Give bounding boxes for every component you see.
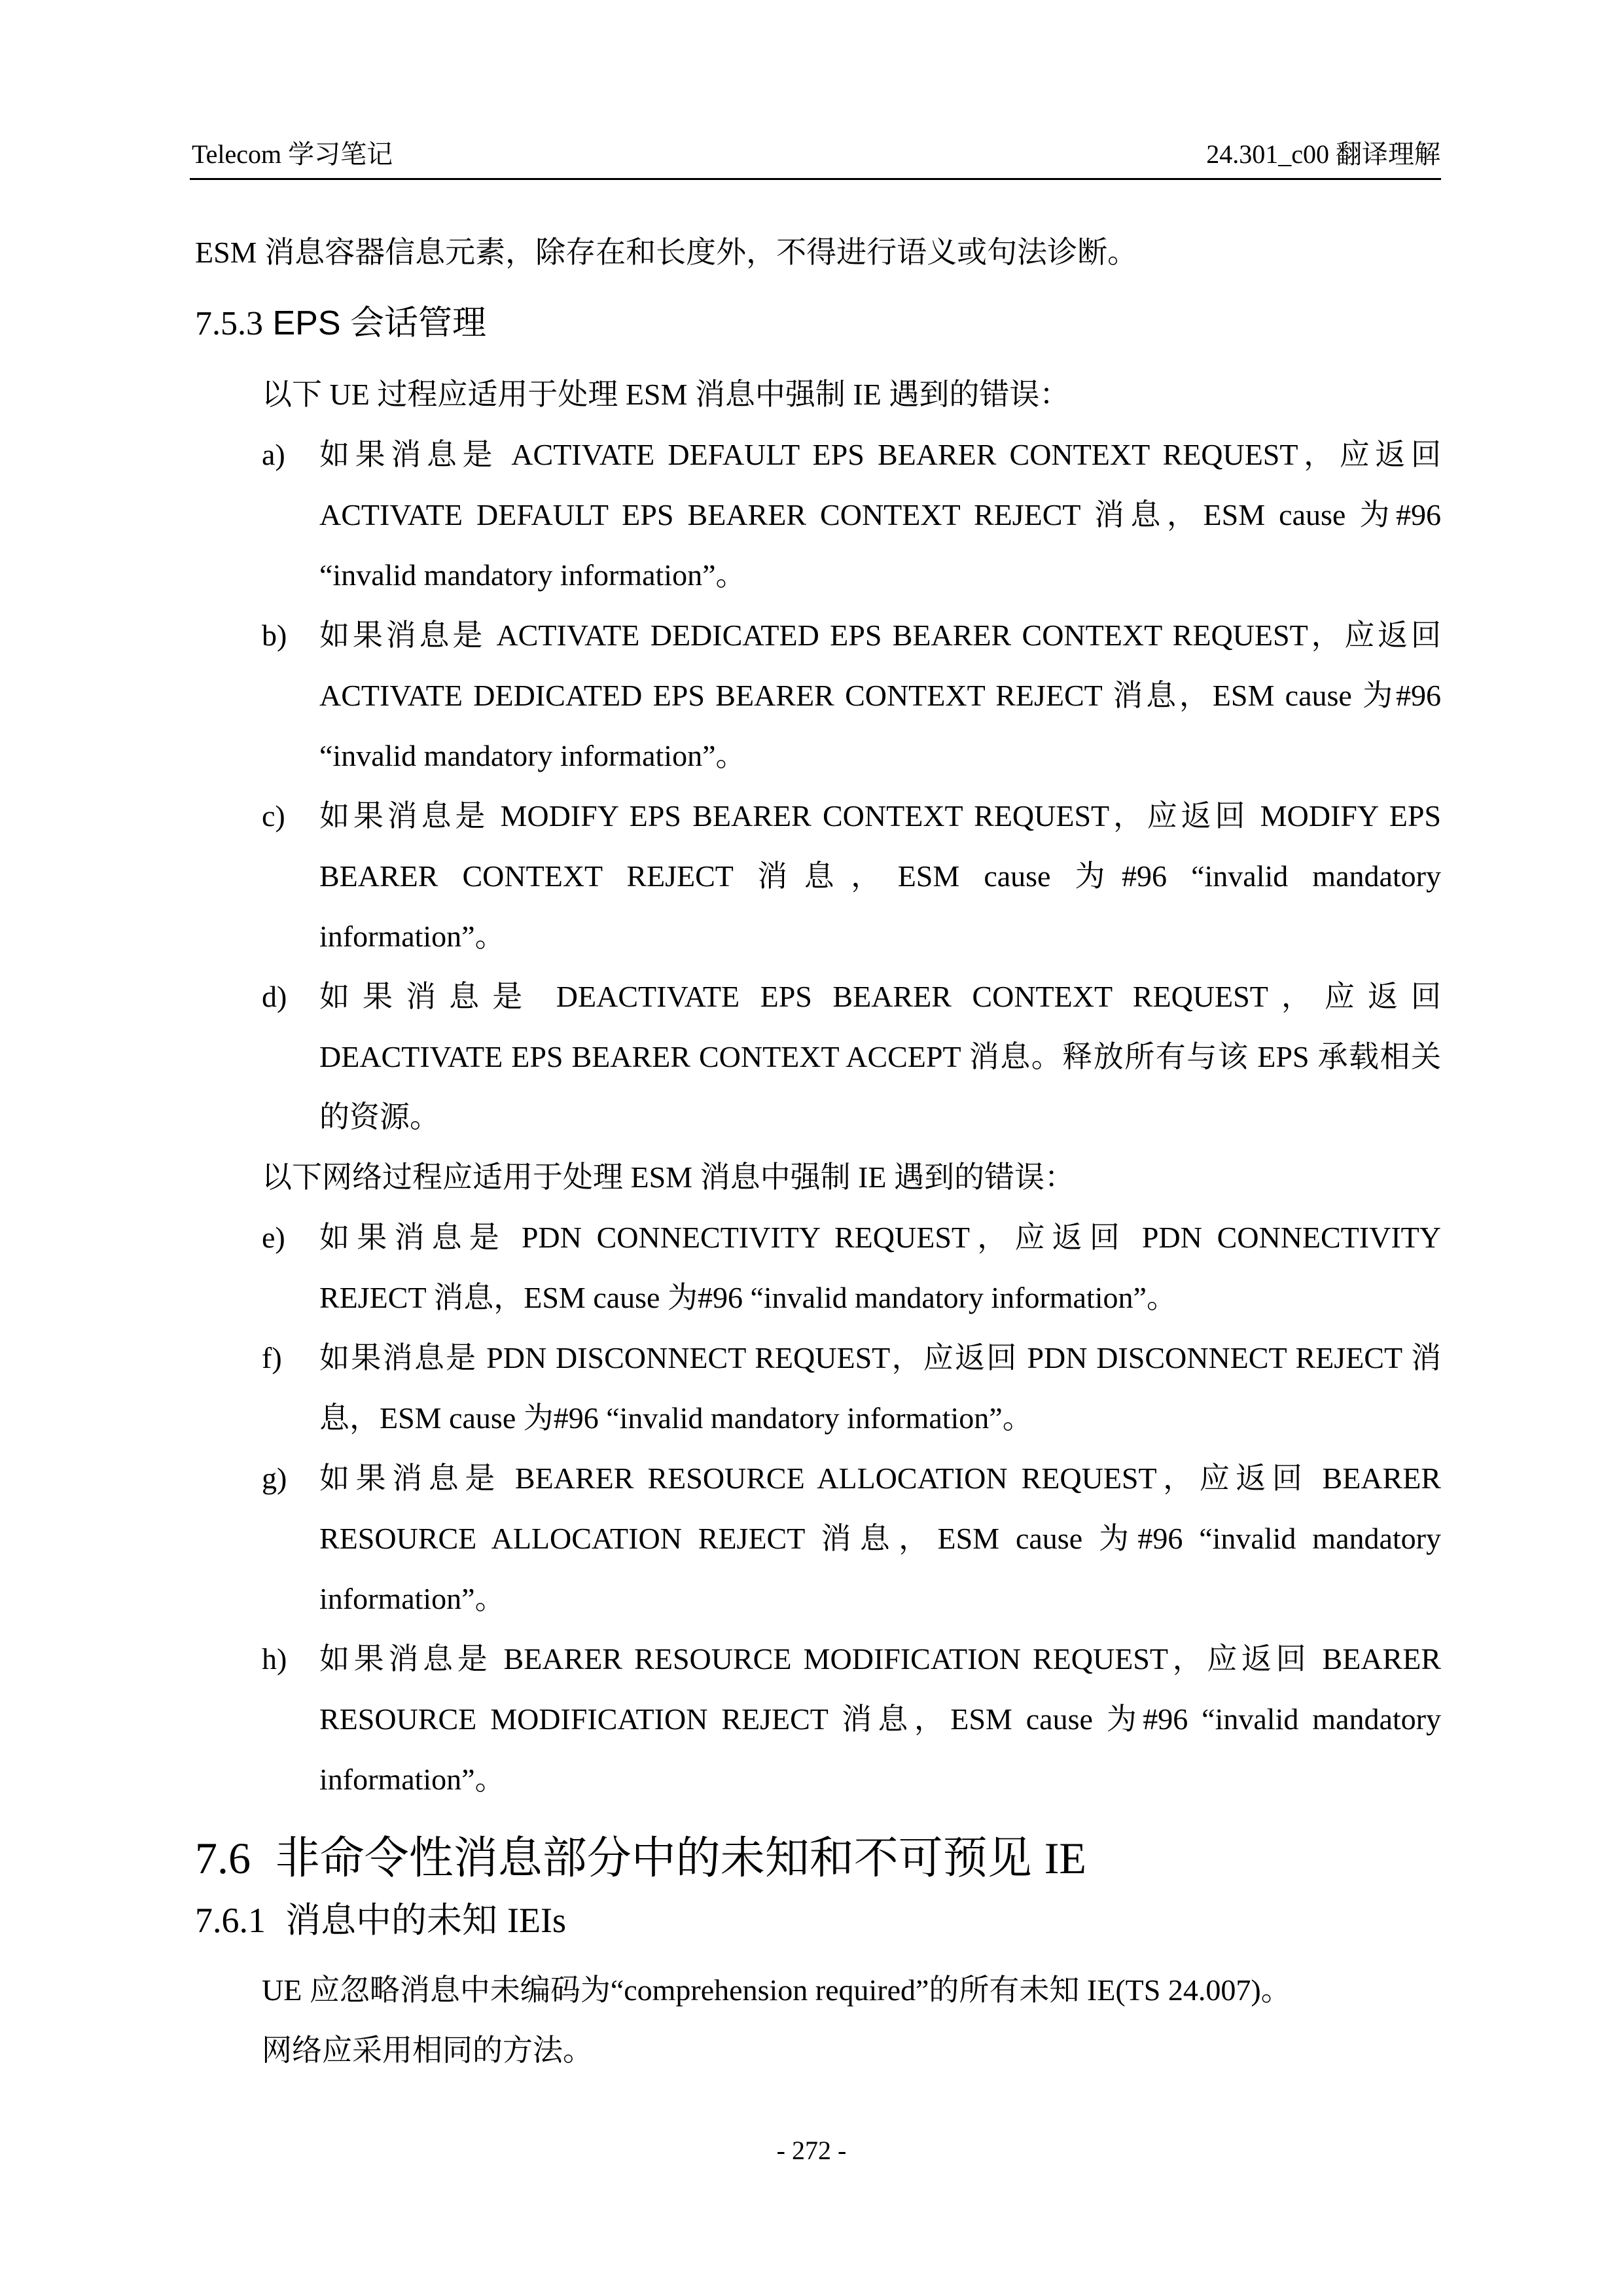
list-item-text: 如果消息是 ACTIVATE DEFAULT EPS BEARER CONTEXT REQUEST，应返回 ACTIVATE DEFAULT EPS BEARER CONTEXT REJECT 消息，ESM cause 为#96 “invalid mandatory information”。	[319, 438, 1441, 592]
page-body	[195, 223, 1441, 2081]
page-number: - 272 -	[776, 2136, 847, 2165]
list-item	[195, 1328, 1441, 1448]
section-title: 非命令性消息部分中的未知和不可预见	[275, 1833, 1032, 1883]
ue-procedures-intro: 以下 UE 过程应适用于处理 ESM 消息中强制 IE 遇到的错误：	[262, 378, 1070, 411]
list-item-label: h)	[262, 1642, 287, 1676]
section-7-6-heading	[195, 1831, 1441, 1886]
section-number: 7.6.1	[195, 1901, 266, 1940]
list-item	[195, 425, 1441, 605]
unknown-ie-ue-paragraph: UE 应忽略消息中未编码为“comprehension required”的所有未知 IE(TS 24.007)。	[262, 1973, 1291, 2007]
section-7-6-1-heading	[195, 1899, 1441, 1942]
list-item	[195, 1208, 1441, 1328]
intro-paragraph: ESM 消息容器信息元素，除存在和长度外，不得进行语义或句法诊断。	[195, 236, 1138, 269]
section-title: EPS 会话管理	[272, 304, 486, 342]
list-item-label: c)	[262, 799, 285, 833]
list-item-label: g)	[262, 1462, 287, 1495]
header-right-title: 24.301_c00 翻译理解	[1206, 139, 1440, 169]
list-item	[195, 967, 1441, 1147]
list-item-label: d)	[262, 980, 287, 1013]
section-title: 消息中的未知	[285, 1901, 498, 1940]
list-item	[195, 786, 1441, 967]
list-item-text: 如果消息是 ACTIVATE DEDICATED EPS BEARER CONTEXT REQUEST，应返回 ACTIVATE DEDICATED EPS BEARER CONTEXT REJECT 消息，ESM cause 为#96 “invalid mandatory information”。	[319, 619, 1441, 772]
list-item-text: 如果消息是 PDN DISCONNECT REQUEST，应返回 PDN DISCONNECT REJECT 消息，ESM cause 为#96 “invalid mandatory information”。	[319, 1341, 1441, 1435]
list-item-text: 如果消息是 BEARER RESOURCE ALLOCATION REQUEST，应返回 BEARER RESOURCE ALLOCATION REJECT 消息，ESM cause 为#96 “invalid mandatory information”。	[319, 1462, 1441, 1615]
list-item-text: 如果消息是 PDN CONNECTIVITY REQUEST，应返回 PDN CONNECTIVITY REJECT 消息，ESM cause 为#96 “invalid mandatory information”。	[319, 1221, 1441, 1314]
section-number: 7.5.3	[195, 305, 263, 342]
list-item	[195, 1448, 1441, 1629]
list-item	[195, 605, 1441, 786]
list-item-text: 如果消息是 MODIFY EPS BEARER CONTEXT REQUEST，应返回 MODIFY EPS BEARER CONTEXT REJECT 消息，ESM cause 为#96 “invalid mandatory information”。	[319, 799, 1441, 953]
header-left-title: Telecom 学习笔记	[192, 139, 393, 169]
header-divider	[190, 178, 1441, 180]
list-item-label: e)	[262, 1221, 285, 1254]
list-item-text: 如果消息是 DEACTIVATE EPS BEARER CONTEXT REQUEST，应返回 DEACTIVATE EPS BEARER CONTEXT ACCEPT 消息。释放所有与该 EPS 承载相关的资源。	[319, 980, 1441, 1134]
list-item-label: a)	[262, 438, 285, 471]
unknown-ie-network-paragraph: 网络应采用相同的方法。	[262, 2034, 593, 2067]
section-7-5-3-heading	[195, 302, 1441, 345]
list-item-text: 如果消息是 BEARER RESOURCE MODIFICATION REQUEST，应返回 BEARER RESOURCE MODIFICATION REJECT 消息，ESM cause 为#96 “invalid mandatory information”。	[319, 1642, 1441, 1796]
list-item-label: b)	[262, 619, 287, 652]
list-item-label: f)	[262, 1341, 282, 1374]
network-procedures-intro: 以下网络过程应适用于处理 ESM 消息中强制 IE 遇到的错误：	[262, 1160, 1075, 1194]
section-number: 7.6	[195, 1833, 251, 1883]
section-title-tail: IE	[1044, 1833, 1086, 1883]
list-item	[195, 1629, 1441, 1810]
section-title-tail: IEIs	[507, 1901, 566, 1940]
